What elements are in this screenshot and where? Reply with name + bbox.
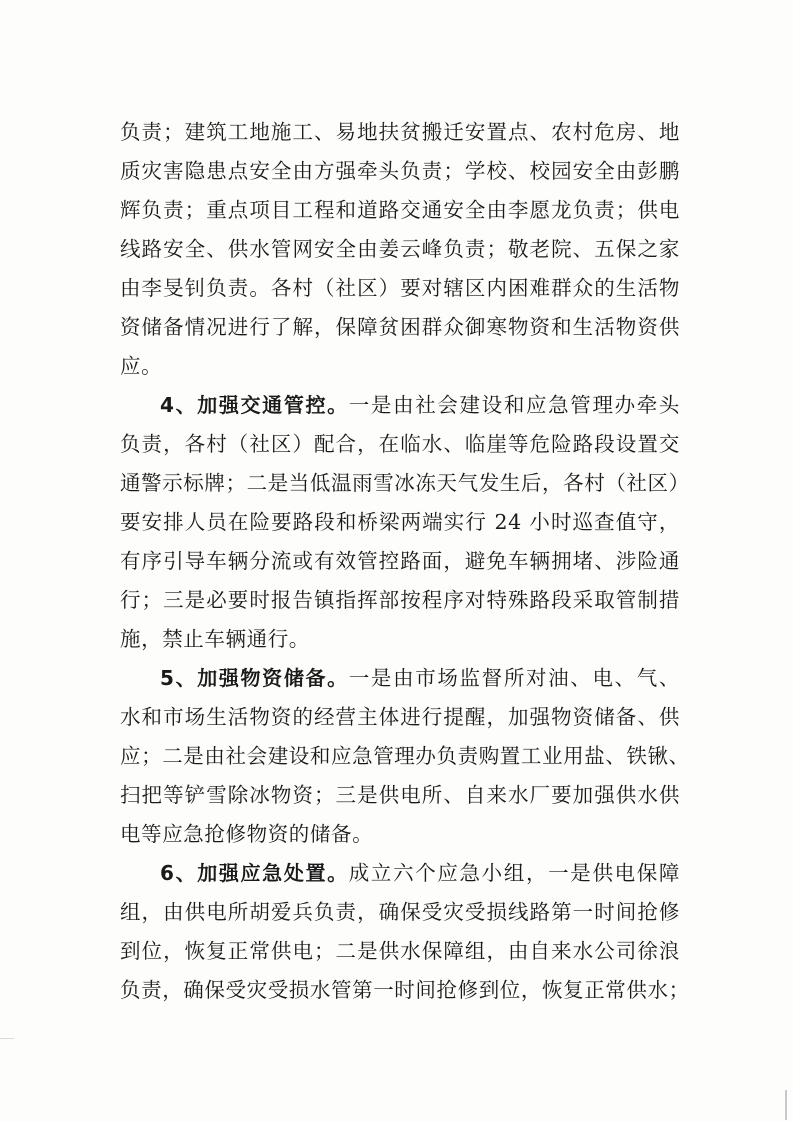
body-line: 资储备情况进行了解，保障贫困群众御寒物资和生活物资供 (120, 315, 680, 339)
body-text: 一是由社会建设和应急管理办牵头 (348, 393, 680, 417)
body-line: 负责，确保受灾受损水管第一时间抢修到位，恢复正常供水； (120, 978, 690, 1002)
body-text: 成立六个应急小组，一是供电保障 (348, 861, 680, 885)
scan-edge-mark (785, 1090, 787, 1120)
section-heading-supplies: 5、加强物资储备。 (160, 666, 349, 690)
body-line: 应。 (120, 354, 163, 378)
section-6-first-line (160, 853, 680, 893)
body-line: 水和市场生活物资的经营主体进行提醒，加强物资储备、供 (120, 705, 680, 729)
body-text: 一是由市场监督所对油、电、气、 (348, 666, 680, 690)
body-line: 扫把等铲雪除冰物资；三是供电所、自来水厂要加强供水供 (120, 783, 680, 807)
body-line: 应；二是由社会建设和应急管理办负责购置工业用盐、铁锹、 (120, 744, 690, 768)
body-line: 要安排人员在险要路段和桥梁两端实行 24 小时巡查值守， (120, 510, 680, 534)
body-line: 电等应急抢修物资的储备。 (120, 822, 374, 846)
section-4-first-line (160, 385, 680, 425)
body-line: 由李旻钊负责。各村（社区）要对辖区内困难群众的生活物 (120, 276, 680, 300)
body-line: 辉负责；重点项目工程和道路交通安全由李愿龙负责；供电 (120, 198, 680, 222)
body-line: 通警示标牌；二是当低温雨雪冰冻天气发生后，各村（社区） (120, 471, 690, 495)
body-line: 质灾害隐患点安全由方强牵头负责；学校、校园安全由彭鹏 (120, 159, 680, 183)
scan-edge-mark (0, 1038, 14, 1039)
section-heading-emergency: 6、加强应急处置。 (160, 861, 349, 885)
body-line: 负责，各村（社区）配合，在临水、临崖等危险路段设置交 (120, 432, 680, 456)
body-line: 有序引导车辆分流或有效管控路面，避免车辆拥堵、涉险通 (120, 549, 680, 573)
body-line: 到位，恢复正常供电；二是供水保障组，由自来水公司徐浪 (120, 939, 680, 963)
body-line: 线路安全、供水管网安全由姜云峰负责；敬老院、五保之家 (120, 237, 680, 261)
body-line: 施，禁止车辆通行。 (120, 627, 310, 651)
section-heading-traffic: 4、加强交通管控。 (160, 393, 349, 417)
body-line: 组，由供电所胡爱兵负责，确保受灾受损线路第一时间抢修 (120, 900, 680, 924)
body-line: 负责；建筑工地施工、易地扶贫搬迁安置点、农村危房、地 (120, 120, 680, 144)
body-line: 行；三是必要时报告镇指挥部按程序对特殊路段采取管制措 (120, 588, 680, 612)
section-5-first-line (160, 658, 680, 698)
